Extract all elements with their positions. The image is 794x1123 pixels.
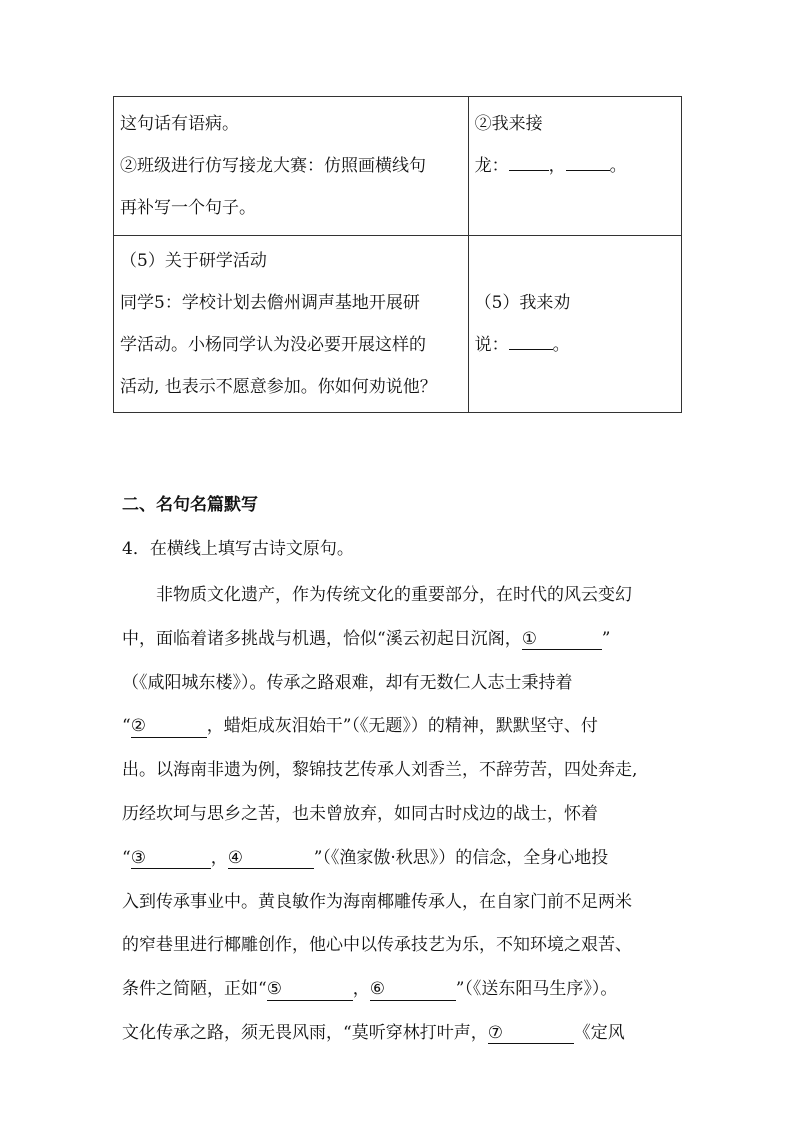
table-row xyxy=(114,236,682,413)
blank-4[interactable] xyxy=(228,848,314,869)
blank-3[interactable] xyxy=(131,848,211,869)
answer-prefix: 说： xyxy=(474,335,509,355)
passage-line xyxy=(122,705,686,749)
question-prompt: 4．在横线上填写古诗文原句。 xyxy=(122,539,354,559)
answer-end: 。 xyxy=(552,335,570,355)
passage-line: 出。以海南非遗为例，黎锦技艺传承人刘香兰，不辞劳苦，四处奔走, xyxy=(122,760,638,781)
passage-line: 历经坎坷与思乡之苦，也未曾放弃，如同古时戍边的战士，怀着 xyxy=(122,803,598,824)
passage-text: 文化传承之路，须无畏风雨，“莫听穿林打叶声， xyxy=(122,1022,488,1043)
blank-5[interactable] xyxy=(267,979,353,1000)
passage-text: ” xyxy=(601,628,611,649)
passage-line: （《咸阳城东楼》）。传承之路艰难，却有无数仁人志士秉持着 xyxy=(122,672,573,693)
answer-blank[interactable] xyxy=(509,348,553,350)
prompt-line: 学活动。小杨同学认为没必要开展这样的 xyxy=(120,335,426,355)
answer-prefix: 龙： xyxy=(474,156,509,176)
blank-number: ⑦ xyxy=(487,1022,503,1043)
passage-text: ， xyxy=(210,847,228,868)
passage-text: 《定风 xyxy=(573,1022,625,1043)
passage-text: ，蜡炬成灰泪始干”（《无题》）的精神，默默坚守、付 xyxy=(206,716,598,737)
passage-text: 中，面临着诸多挑战与机遇，恰似“溪云初起日沉阁， xyxy=(122,628,522,649)
blank-number: ⑤ xyxy=(266,979,282,1000)
answer-end: 。 xyxy=(609,156,627,176)
answer-label: ②我来接 xyxy=(474,114,543,134)
prompt-line: ②班级进行仿写接龙大赛：仿照画横线句 xyxy=(120,156,426,176)
passage-line: 入到传承事业中。黄良敏作为海南椰雕传承人，在自家门前不足两米 xyxy=(122,891,632,912)
table-cell-answer xyxy=(468,97,681,236)
passage-line xyxy=(122,1012,686,1056)
passage-text: ”（《送东阳马生序》）。 xyxy=(455,979,618,1000)
answer-separator: ， xyxy=(548,156,566,176)
table-cell-prompt xyxy=(114,236,469,413)
table-cell-prompt xyxy=(114,97,469,236)
table-row xyxy=(114,97,682,236)
answer-label: （5）我来劝 xyxy=(474,293,571,313)
blank-number: ② xyxy=(130,716,146,737)
passage xyxy=(122,574,686,1056)
question-table xyxy=(113,96,682,413)
table-cell-answer xyxy=(468,236,681,413)
section-title: 二、名句名篇默写 xyxy=(122,495,258,515)
passage-line: 非物质文化遗产，作为传统文化的重要部分，在时代的风云变幻 xyxy=(156,585,632,605)
passage-line xyxy=(122,837,686,881)
blank-number: ③ xyxy=(130,847,146,868)
passage-text: 条件之简陋，正如“ xyxy=(122,979,267,1000)
blank-2[interactable] xyxy=(131,716,207,737)
passage-text: “ xyxy=(122,847,131,868)
passage-text: ， xyxy=(352,979,370,1000)
answer-line xyxy=(475,145,675,187)
blank-6[interactable] xyxy=(370,979,456,1000)
blank-number: ⑥ xyxy=(369,979,385,1000)
blank-number: ④ xyxy=(227,847,243,868)
blank-7[interactable] xyxy=(488,1023,574,1044)
passage-line xyxy=(122,968,686,1012)
prompt-line: 活动, 也表示不愿意参加。你如何劝说他？ xyxy=(120,377,437,397)
passage-text: “ xyxy=(122,716,131,737)
prompt-line: 再补写一个句子。 xyxy=(120,198,256,218)
answer-blank[interactable] xyxy=(509,169,549,171)
passage-line xyxy=(122,618,686,662)
answer-line xyxy=(475,324,675,366)
passage-text: ”（《渔家傲·秋思》）的信念，全身心地投 xyxy=(313,847,609,868)
prompt-line: 同学5：学校计划去儋州调声基地开展研 xyxy=(120,293,420,313)
blank-number: ① xyxy=(521,628,537,649)
blank-1[interactable] xyxy=(522,629,602,650)
answer-blank[interactable] xyxy=(566,169,610,171)
passage-line: 的窄巷里进行椰雕创作，他心中以传承技艺为乐，不知环境之艰苦、 xyxy=(122,935,632,956)
prompt-line: 这句话有语病。 xyxy=(120,114,239,134)
prompt-line: （5）关于研学活动 xyxy=(120,251,267,271)
